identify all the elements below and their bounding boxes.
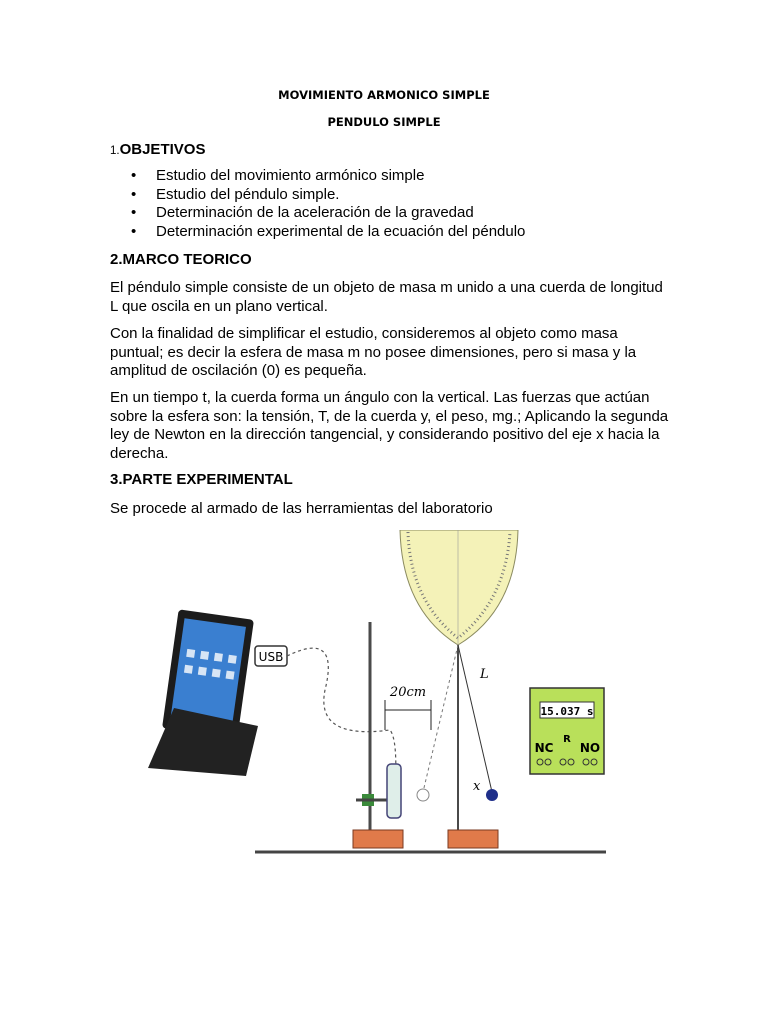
doc-subtitle: PENDULO SIMPLE (327, 115, 441, 129)
timer-r-label: R (563, 734, 571, 745)
section-heading-objetivos (110, 141, 205, 158)
distance-label: 20cm (389, 685, 427, 700)
paragraph: El péndulo simple consiste de un objeto de masa m unido a una cuerda de longitud L que oscila en un plano vertical. (110, 279, 663, 315)
list-item: • Determinación experimental de la ecuación del péndulo (110, 223, 670, 242)
objectives-list (110, 167, 670, 241)
pendulum-stand (417, 645, 498, 848)
doc-title: MOVIMIENTO ARMONICO SIMPLE (278, 88, 490, 102)
usb-connector (255, 646, 287, 666)
timer-no-label: NO (579, 741, 601, 755)
photogate-stand (353, 622, 403, 848)
paragraph: En un tiempo t, la cuerda forma un ángulo con la vertical. Las fuerzas que actúan sobre la esfera son: la tensión, T, de la cuerda y, el peso, mg.; Aplicando la segunda ley de Newton en la dirección tangencial, y considerando positivo del eje x hacia la derecha. (110, 389, 669, 462)
list-item: • Estudio del movimiento armónico simple (110, 167, 670, 186)
x-label: x (473, 779, 481, 794)
usb-label: USB (258, 650, 284, 664)
list-item: • Determinación de la aceleración de la gravedad (110, 204, 670, 223)
timer-device (530, 688, 604, 774)
paragraph: Se procede al armado de las herramientas del laboratorio (110, 500, 493, 517)
protractor (400, 530, 518, 645)
section-heading-text: OBJETIVOS (119, 141, 206, 158)
timer-reading: 15.037 s (540, 705, 594, 718)
lab-setup-figure (140, 530, 610, 860)
list-item: • Estudio del péndulo simple. (110, 186, 670, 205)
timer-nc-label: NC (534, 741, 554, 755)
section-heading-marco: 2.MARCO TEORICO (110, 251, 252, 268)
section-number: 1. (110, 145, 120, 157)
distance-marker (385, 685, 431, 730)
paragraph: Con la finalidad de simplificar el estudio, consideremos al objeto como masa puntual; es decir la esfera de masa m no posee dimensiones, pero si masa y la amplitud de oscilación (0) es pequeña. (110, 325, 637, 379)
tablet-icon (148, 609, 258, 776)
length-label: L (480, 667, 489, 682)
section-heading-experimental: 3.PARTE EXPERIMENTAL (110, 471, 293, 488)
